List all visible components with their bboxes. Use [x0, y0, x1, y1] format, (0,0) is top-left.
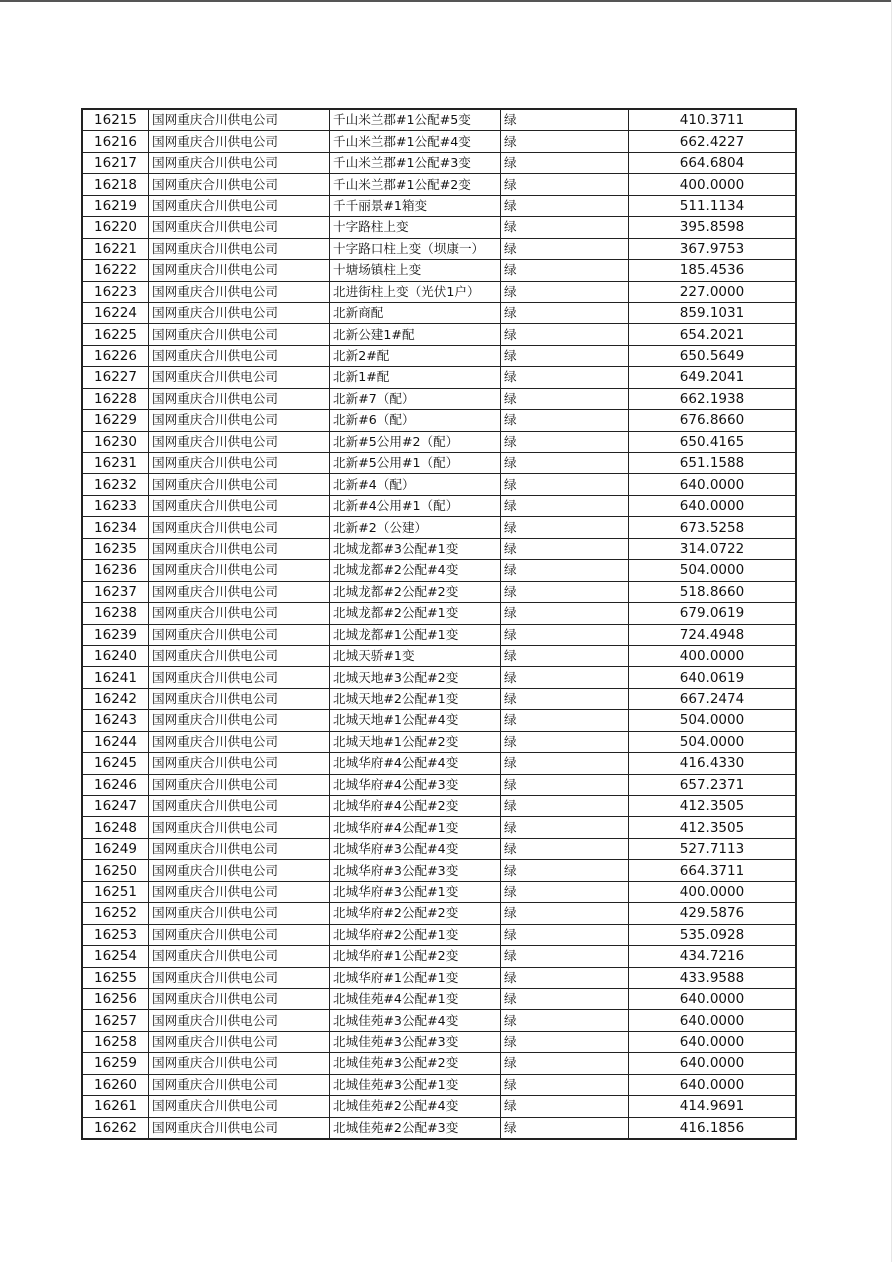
transformer-name-cell: 北进街柱上变（光伏1户）: [330, 281, 501, 302]
table-row: [82, 946, 796, 967]
table-row: [82, 924, 796, 945]
value-cell: 416.1856: [629, 1117, 797, 1139]
transformer-name-cell: 千山米兰郡#1公配#3变: [330, 152, 501, 173]
status-cell: 绿: [501, 1010, 629, 1031]
company-cell: 国网重庆合川供电公司: [149, 174, 330, 195]
table-row: [82, 688, 796, 709]
row-id-cell: 16252: [82, 903, 149, 924]
company-cell: 国网重庆合川供电公司: [149, 581, 330, 602]
row-id-cell: 16218: [82, 174, 149, 195]
table-row: [82, 710, 796, 731]
company-cell: 国网重庆合川供电公司: [149, 774, 330, 795]
status-cell: 绿: [501, 967, 629, 988]
status-cell: 绿: [501, 131, 629, 152]
table-row: [82, 903, 796, 924]
row-id-cell: 16236: [82, 560, 149, 581]
company-cell: 国网重庆合川供电公司: [149, 753, 330, 774]
value-cell: 429.5876: [629, 903, 797, 924]
value-cell: 640.0000: [629, 495, 797, 516]
transformer-name-cell: 北新#2（公建）: [330, 517, 501, 538]
status-cell: 绿: [501, 431, 629, 452]
status-cell: 绿: [501, 388, 629, 409]
company-cell: 国网重庆合川供电公司: [149, 131, 330, 152]
row-id-cell: 16243: [82, 710, 149, 731]
value-cell: 412.3505: [629, 796, 797, 817]
value-cell: 679.0619: [629, 603, 797, 624]
value-cell: 434.7216: [629, 946, 797, 967]
transformer-name-cell: 北城佳苑#4公配#1变: [330, 988, 501, 1009]
row-id-cell: 16244: [82, 731, 149, 752]
company-cell: 国网重庆合川供电公司: [149, 624, 330, 645]
row-id-cell: 16216: [82, 131, 149, 152]
row-id-cell: 16232: [82, 474, 149, 495]
transformer-name-cell: 北城佳苑#3公配#1变: [330, 1074, 501, 1095]
company-cell: 国网重庆合川供电公司: [149, 538, 330, 559]
value-cell: 640.0000: [629, 988, 797, 1009]
row-id-cell: 16228: [82, 388, 149, 409]
row-id-cell: 16235: [82, 538, 149, 559]
status-cell: 绿: [501, 152, 629, 173]
company-cell: 国网重庆合川供电公司: [149, 988, 330, 1009]
table-row: [82, 967, 796, 988]
row-id-cell: 16238: [82, 603, 149, 624]
transformer-name-cell: 北城佳苑#3公配#3变: [330, 1031, 501, 1052]
value-cell: 185.4536: [629, 260, 797, 281]
company-cell: 国网重庆合川供电公司: [149, 410, 330, 431]
transformer-name-cell: 北新#4（配）: [330, 474, 501, 495]
value-cell: 527.7113: [629, 838, 797, 859]
company-cell: 国网重庆合川供电公司: [149, 474, 330, 495]
company-cell: 国网重庆合川供电公司: [149, 281, 330, 302]
status-cell: 绿: [501, 560, 629, 581]
row-id-cell: 16221: [82, 238, 149, 259]
transformer-name-cell: 北新#6（配）: [330, 410, 501, 431]
row-id-cell: 16257: [82, 1010, 149, 1031]
status-cell: 绿: [501, 217, 629, 238]
row-id-cell: 16220: [82, 217, 149, 238]
value-cell: 504.0000: [629, 731, 797, 752]
status-cell: 绿: [501, 195, 629, 216]
table-row: [82, 281, 796, 302]
status-cell: 绿: [501, 538, 629, 559]
row-id-cell: 16237: [82, 581, 149, 602]
value-cell: 416.4330: [629, 753, 797, 774]
transformer-name-cell: 北城天地#2公配#1变: [330, 688, 501, 709]
table-row: [82, 1010, 796, 1031]
company-cell: 国网重庆合川供电公司: [149, 453, 330, 474]
value-cell: 640.0000: [629, 1010, 797, 1031]
value-cell: 640.0000: [629, 1031, 797, 1052]
value-cell: 504.0000: [629, 710, 797, 731]
transformer-name-cell: 北城佳苑#2公配#4变: [330, 1096, 501, 1117]
company-cell: 国网重庆合川供电公司: [149, 731, 330, 752]
transformer-name-cell: 北新1#配: [330, 367, 501, 388]
row-id-cell: 16247: [82, 796, 149, 817]
value-cell: 640.0000: [629, 1074, 797, 1095]
value-cell: 367.9753: [629, 238, 797, 259]
company-cell: 国网重庆合川供电公司: [149, 1074, 330, 1095]
company-cell: 国网重庆合川供电公司: [149, 302, 330, 323]
company-cell: 国网重庆合川供电公司: [149, 109, 330, 131]
table-row: [82, 1117, 796, 1139]
company-cell: 国网重庆合川供电公司: [149, 688, 330, 709]
row-id-cell: 16230: [82, 431, 149, 452]
table-row: [82, 474, 796, 495]
company-cell: 国网重庆合川供电公司: [149, 1117, 330, 1139]
table-row: [82, 324, 796, 345]
status-cell: 绿: [501, 881, 629, 902]
transformer-name-cell: 千山米兰郡#1公配#4变: [330, 131, 501, 152]
row-id-cell: 16242: [82, 688, 149, 709]
row-id-cell: 16251: [82, 881, 149, 902]
status-cell: 绿: [501, 796, 629, 817]
table-row: [82, 260, 796, 281]
value-cell: 227.0000: [629, 281, 797, 302]
status-cell: 绿: [501, 260, 629, 281]
company-cell: 国网重庆合川供电公司: [149, 195, 330, 216]
company-cell: 国网重庆合川供电公司: [149, 1010, 330, 1031]
value-cell: 511.1134: [629, 195, 797, 216]
table-row: [82, 1031, 796, 1052]
transformer-name-cell: 北新#5公用#2（配）: [330, 431, 501, 452]
status-cell: 绿: [501, 324, 629, 345]
value-cell: 535.0928: [629, 924, 797, 945]
transformer-name-cell: 北城华府#2公配#2变: [330, 903, 501, 924]
table-row: [82, 1053, 796, 1074]
transformer-name-cell: 北新#4公用#1（配）: [330, 495, 501, 516]
value-cell: 662.1938: [629, 388, 797, 409]
status-cell: 绿: [501, 1031, 629, 1052]
table-row: [82, 753, 796, 774]
row-id-cell: 16258: [82, 1031, 149, 1052]
transformer-name-cell: 北城华府#1公配#2变: [330, 946, 501, 967]
status-cell: 绿: [501, 174, 629, 195]
status-cell: 绿: [501, 109, 629, 131]
value-cell: 504.0000: [629, 560, 797, 581]
status-cell: 绿: [501, 624, 629, 645]
status-cell: 绿: [501, 860, 629, 881]
table-row: [82, 495, 796, 516]
table-body: [82, 109, 796, 1139]
company-cell: 国网重庆合川供电公司: [149, 152, 330, 173]
company-cell: 国网重庆合川供电公司: [149, 924, 330, 945]
company-cell: 国网重庆合川供电公司: [149, 946, 330, 967]
company-cell: 国网重庆合川供电公司: [149, 388, 330, 409]
transformer-name-cell: 北城华府#3公配#1变: [330, 881, 501, 902]
company-cell: 国网重庆合川供电公司: [149, 796, 330, 817]
table-row: [82, 581, 796, 602]
value-cell: 400.0000: [629, 881, 797, 902]
status-cell: 绿: [501, 453, 629, 474]
transformer-name-cell: 北城龙都#3公配#1变: [330, 538, 501, 559]
table-row: [82, 431, 796, 452]
status-cell: 绿: [501, 410, 629, 431]
status-cell: 绿: [501, 667, 629, 688]
table-row: [82, 517, 796, 538]
row-id-cell: 16240: [82, 645, 149, 666]
value-cell: 650.4165: [629, 431, 797, 452]
value-cell: 657.2371: [629, 774, 797, 795]
status-cell: 绿: [501, 731, 629, 752]
company-cell: 国网重庆合川供电公司: [149, 345, 330, 366]
value-cell: 859.1031: [629, 302, 797, 323]
transformer-name-cell: 北城华府#2公配#1变: [330, 924, 501, 945]
row-id-cell: 16239: [82, 624, 149, 645]
company-cell: 国网重庆合川供电公司: [149, 517, 330, 538]
table-row: [82, 131, 796, 152]
value-cell: 640.0000: [629, 1053, 797, 1074]
company-cell: 国网重庆合川供电公司: [149, 431, 330, 452]
table-row: [82, 624, 796, 645]
value-cell: 724.4948: [629, 624, 797, 645]
company-cell: 国网重庆合川供电公司: [149, 881, 330, 902]
row-id-cell: 16222: [82, 260, 149, 281]
status-cell: 绿: [501, 774, 629, 795]
status-cell: 绿: [501, 753, 629, 774]
company-cell: 国网重庆合川供电公司: [149, 324, 330, 345]
row-id-cell: 16250: [82, 860, 149, 881]
transformer-name-cell: 北城天地#1公配#2变: [330, 731, 501, 752]
transformer-name-cell: 北城华府#4公配#3变: [330, 774, 501, 795]
table-row: [82, 109, 796, 131]
status-cell: 绿: [501, 238, 629, 259]
company-cell: 国网重庆合川供电公司: [149, 1031, 330, 1052]
status-cell: 绿: [501, 345, 629, 366]
status-cell: 绿: [501, 474, 629, 495]
transformer-name-cell: 北城佳苑#2公配#3变: [330, 1117, 501, 1139]
transformer-name-cell: 北城龙都#1公配#1变: [330, 624, 501, 645]
status-cell: 绿: [501, 302, 629, 323]
transformer-name-cell: 北城华府#4公配#2变: [330, 796, 501, 817]
row-id-cell: 16219: [82, 195, 149, 216]
value-cell: 640.0619: [629, 667, 797, 688]
table-row: [82, 838, 796, 859]
row-id-cell: 16262: [82, 1117, 149, 1139]
value-cell: 651.1588: [629, 453, 797, 474]
status-cell: 绿: [501, 281, 629, 302]
transformer-name-cell: 北城龙都#2公配#1变: [330, 603, 501, 624]
row-id-cell: 16241: [82, 667, 149, 688]
table-row: [82, 302, 796, 323]
value-cell: 395.8598: [629, 217, 797, 238]
row-id-cell: 16215: [82, 109, 149, 131]
value-cell: 649.2041: [629, 367, 797, 388]
company-cell: 国网重庆合川供电公司: [149, 367, 330, 388]
transformer-name-cell: 北城龙都#2公配#2变: [330, 581, 501, 602]
company-cell: 国网重庆合川供电公司: [149, 1053, 330, 1074]
row-id-cell: 16249: [82, 838, 149, 859]
transformer-name-cell: 北新#5公用#1（配）: [330, 453, 501, 474]
row-id-cell: 16227: [82, 367, 149, 388]
row-id-cell: 16224: [82, 302, 149, 323]
company-cell: 国网重庆合川供电公司: [149, 217, 330, 238]
transformer-name-cell: 北城华府#3公配#4变: [330, 838, 501, 859]
company-cell: 国网重庆合川供电公司: [149, 710, 330, 731]
value-cell: 667.2474: [629, 688, 797, 709]
status-cell: 绿: [501, 988, 629, 1009]
value-cell: 640.0000: [629, 474, 797, 495]
company-cell: 国网重庆合川供电公司: [149, 838, 330, 859]
table-row: [82, 817, 796, 838]
value-cell: 410.3711: [629, 109, 797, 131]
status-cell: 绿: [501, 1053, 629, 1074]
table-row: [82, 860, 796, 881]
status-cell: 绿: [501, 645, 629, 666]
row-id-cell: 16260: [82, 1074, 149, 1095]
row-id-cell: 16255: [82, 967, 149, 988]
transformer-name-cell: 北城天地#3公配#2变: [330, 667, 501, 688]
transformer-name-cell: 北城天地#1公配#4变: [330, 710, 501, 731]
transformer-name-cell: 北城华府#4公配#4变: [330, 753, 501, 774]
value-cell: 654.2021: [629, 324, 797, 345]
company-cell: 国网重庆合川供电公司: [149, 860, 330, 881]
row-id-cell: 16259: [82, 1053, 149, 1074]
table-row: [82, 881, 796, 902]
value-cell: 673.5258: [629, 517, 797, 538]
company-cell: 国网重庆合川供电公司: [149, 260, 330, 281]
row-id-cell: 16256: [82, 988, 149, 1009]
value-cell: 412.3505: [629, 817, 797, 838]
status-cell: 绿: [501, 367, 629, 388]
value-cell: 414.9691: [629, 1096, 797, 1117]
value-cell: 650.5649: [629, 345, 797, 366]
transformer-name-cell: 北城华府#4公配#1变: [330, 817, 501, 838]
table-row: [82, 345, 796, 366]
table-row: [82, 603, 796, 624]
company-cell: 国网重庆合川供电公司: [149, 603, 330, 624]
value-cell: 664.3711: [629, 860, 797, 881]
company-cell: 国网重庆合川供电公司: [149, 967, 330, 988]
transformer-name-cell: 千山米兰郡#1公配#5变: [330, 109, 501, 131]
status-cell: 绿: [501, 710, 629, 731]
row-id-cell: 16231: [82, 453, 149, 474]
row-id-cell: 16217: [82, 152, 149, 173]
transformer-name-cell: 千山米兰郡#1公配#2变: [330, 174, 501, 195]
page-top-border: [0, 0, 892, 2]
table-row: [82, 1096, 796, 1117]
status-cell: 绿: [501, 924, 629, 945]
status-cell: 绿: [501, 1096, 629, 1117]
company-cell: 国网重庆合川供电公司: [149, 1096, 330, 1117]
status-cell: 绿: [501, 495, 629, 516]
table-row: [82, 388, 796, 409]
transformer-name-cell: 十字路柱上变: [330, 217, 501, 238]
status-cell: 绿: [501, 838, 629, 859]
row-id-cell: 16223: [82, 281, 149, 302]
company-cell: 国网重庆合川供电公司: [149, 495, 330, 516]
company-cell: 国网重庆合川供电公司: [149, 667, 330, 688]
row-id-cell: 16229: [82, 410, 149, 431]
row-id-cell: 16248: [82, 817, 149, 838]
status-cell: 绿: [501, 517, 629, 538]
row-id-cell: 16233: [82, 495, 149, 516]
table-row: [82, 538, 796, 559]
status-cell: 绿: [501, 1074, 629, 1095]
table-row: [82, 774, 796, 795]
table-row: [82, 796, 796, 817]
transformer-name-cell: 北新公建1#配: [330, 324, 501, 345]
value-cell: 662.4227: [629, 131, 797, 152]
table-row: [82, 560, 796, 581]
company-cell: 国网重庆合川供电公司: [149, 238, 330, 259]
company-cell: 国网重庆合川供电公司: [149, 560, 330, 581]
transformer-name-cell: 十塘场镇柱上变: [330, 260, 501, 281]
value-cell: 664.6804: [629, 152, 797, 173]
transformer-name-cell: 北城佳苑#3公配#2变: [330, 1053, 501, 1074]
transformer-table: [81, 108, 797, 1140]
transformer-name-cell: 北城华府#3公配#3变: [330, 860, 501, 881]
transformer-name-cell: 北城佳苑#3公配#4变: [330, 1010, 501, 1031]
transformer-name-cell: 北城华府#1公配#1变: [330, 967, 501, 988]
value-cell: 400.0000: [629, 645, 797, 666]
status-cell: 绿: [501, 903, 629, 924]
row-id-cell: 16226: [82, 345, 149, 366]
table-row: [82, 645, 796, 666]
status-cell: 绿: [501, 1117, 629, 1139]
transformer-name-cell: 千千丽景#1箱变: [330, 195, 501, 216]
row-id-cell: 16261: [82, 1096, 149, 1117]
table-row: [82, 367, 796, 388]
row-id-cell: 16234: [82, 517, 149, 538]
status-cell: 绿: [501, 817, 629, 838]
company-cell: 国网重庆合川供电公司: [149, 817, 330, 838]
row-id-cell: 16253: [82, 924, 149, 945]
company-cell: 国网重庆合川供电公司: [149, 645, 330, 666]
row-id-cell: 16245: [82, 753, 149, 774]
value-cell: 676.8660: [629, 410, 797, 431]
value-cell: 518.8660: [629, 581, 797, 602]
status-cell: 绿: [501, 688, 629, 709]
table-row: [82, 410, 796, 431]
row-id-cell: 16254: [82, 946, 149, 967]
transformer-name-cell: 北新商配: [330, 302, 501, 323]
company-cell: 国网重庆合川供电公司: [149, 903, 330, 924]
table-row: [82, 731, 796, 752]
value-cell: 433.9588: [629, 967, 797, 988]
table-row: [82, 152, 796, 173]
row-id-cell: 16246: [82, 774, 149, 795]
value-cell: 400.0000: [629, 174, 797, 195]
table-row: [82, 238, 796, 259]
transformer-name-cell: 北城天骄#1变: [330, 645, 501, 666]
transformer-name-cell: 北新2#配: [330, 345, 501, 366]
table-row: [82, 667, 796, 688]
table-row: [82, 988, 796, 1009]
transformer-name-cell: 十字路口柱上变（坝康一）: [330, 238, 501, 259]
value-cell: 314.0722: [629, 538, 797, 559]
transformer-name-cell: 北城龙都#2公配#4变: [330, 560, 501, 581]
table-row: [82, 174, 796, 195]
status-cell: 绿: [501, 946, 629, 967]
row-id-cell: 16225: [82, 324, 149, 345]
table-row: [82, 1074, 796, 1095]
status-cell: 绿: [501, 581, 629, 602]
table-row: [82, 453, 796, 474]
table-row: [82, 217, 796, 238]
status-cell: 绿: [501, 603, 629, 624]
transformer-name-cell: 北新#7（配）: [330, 388, 501, 409]
table-row: [82, 195, 796, 216]
